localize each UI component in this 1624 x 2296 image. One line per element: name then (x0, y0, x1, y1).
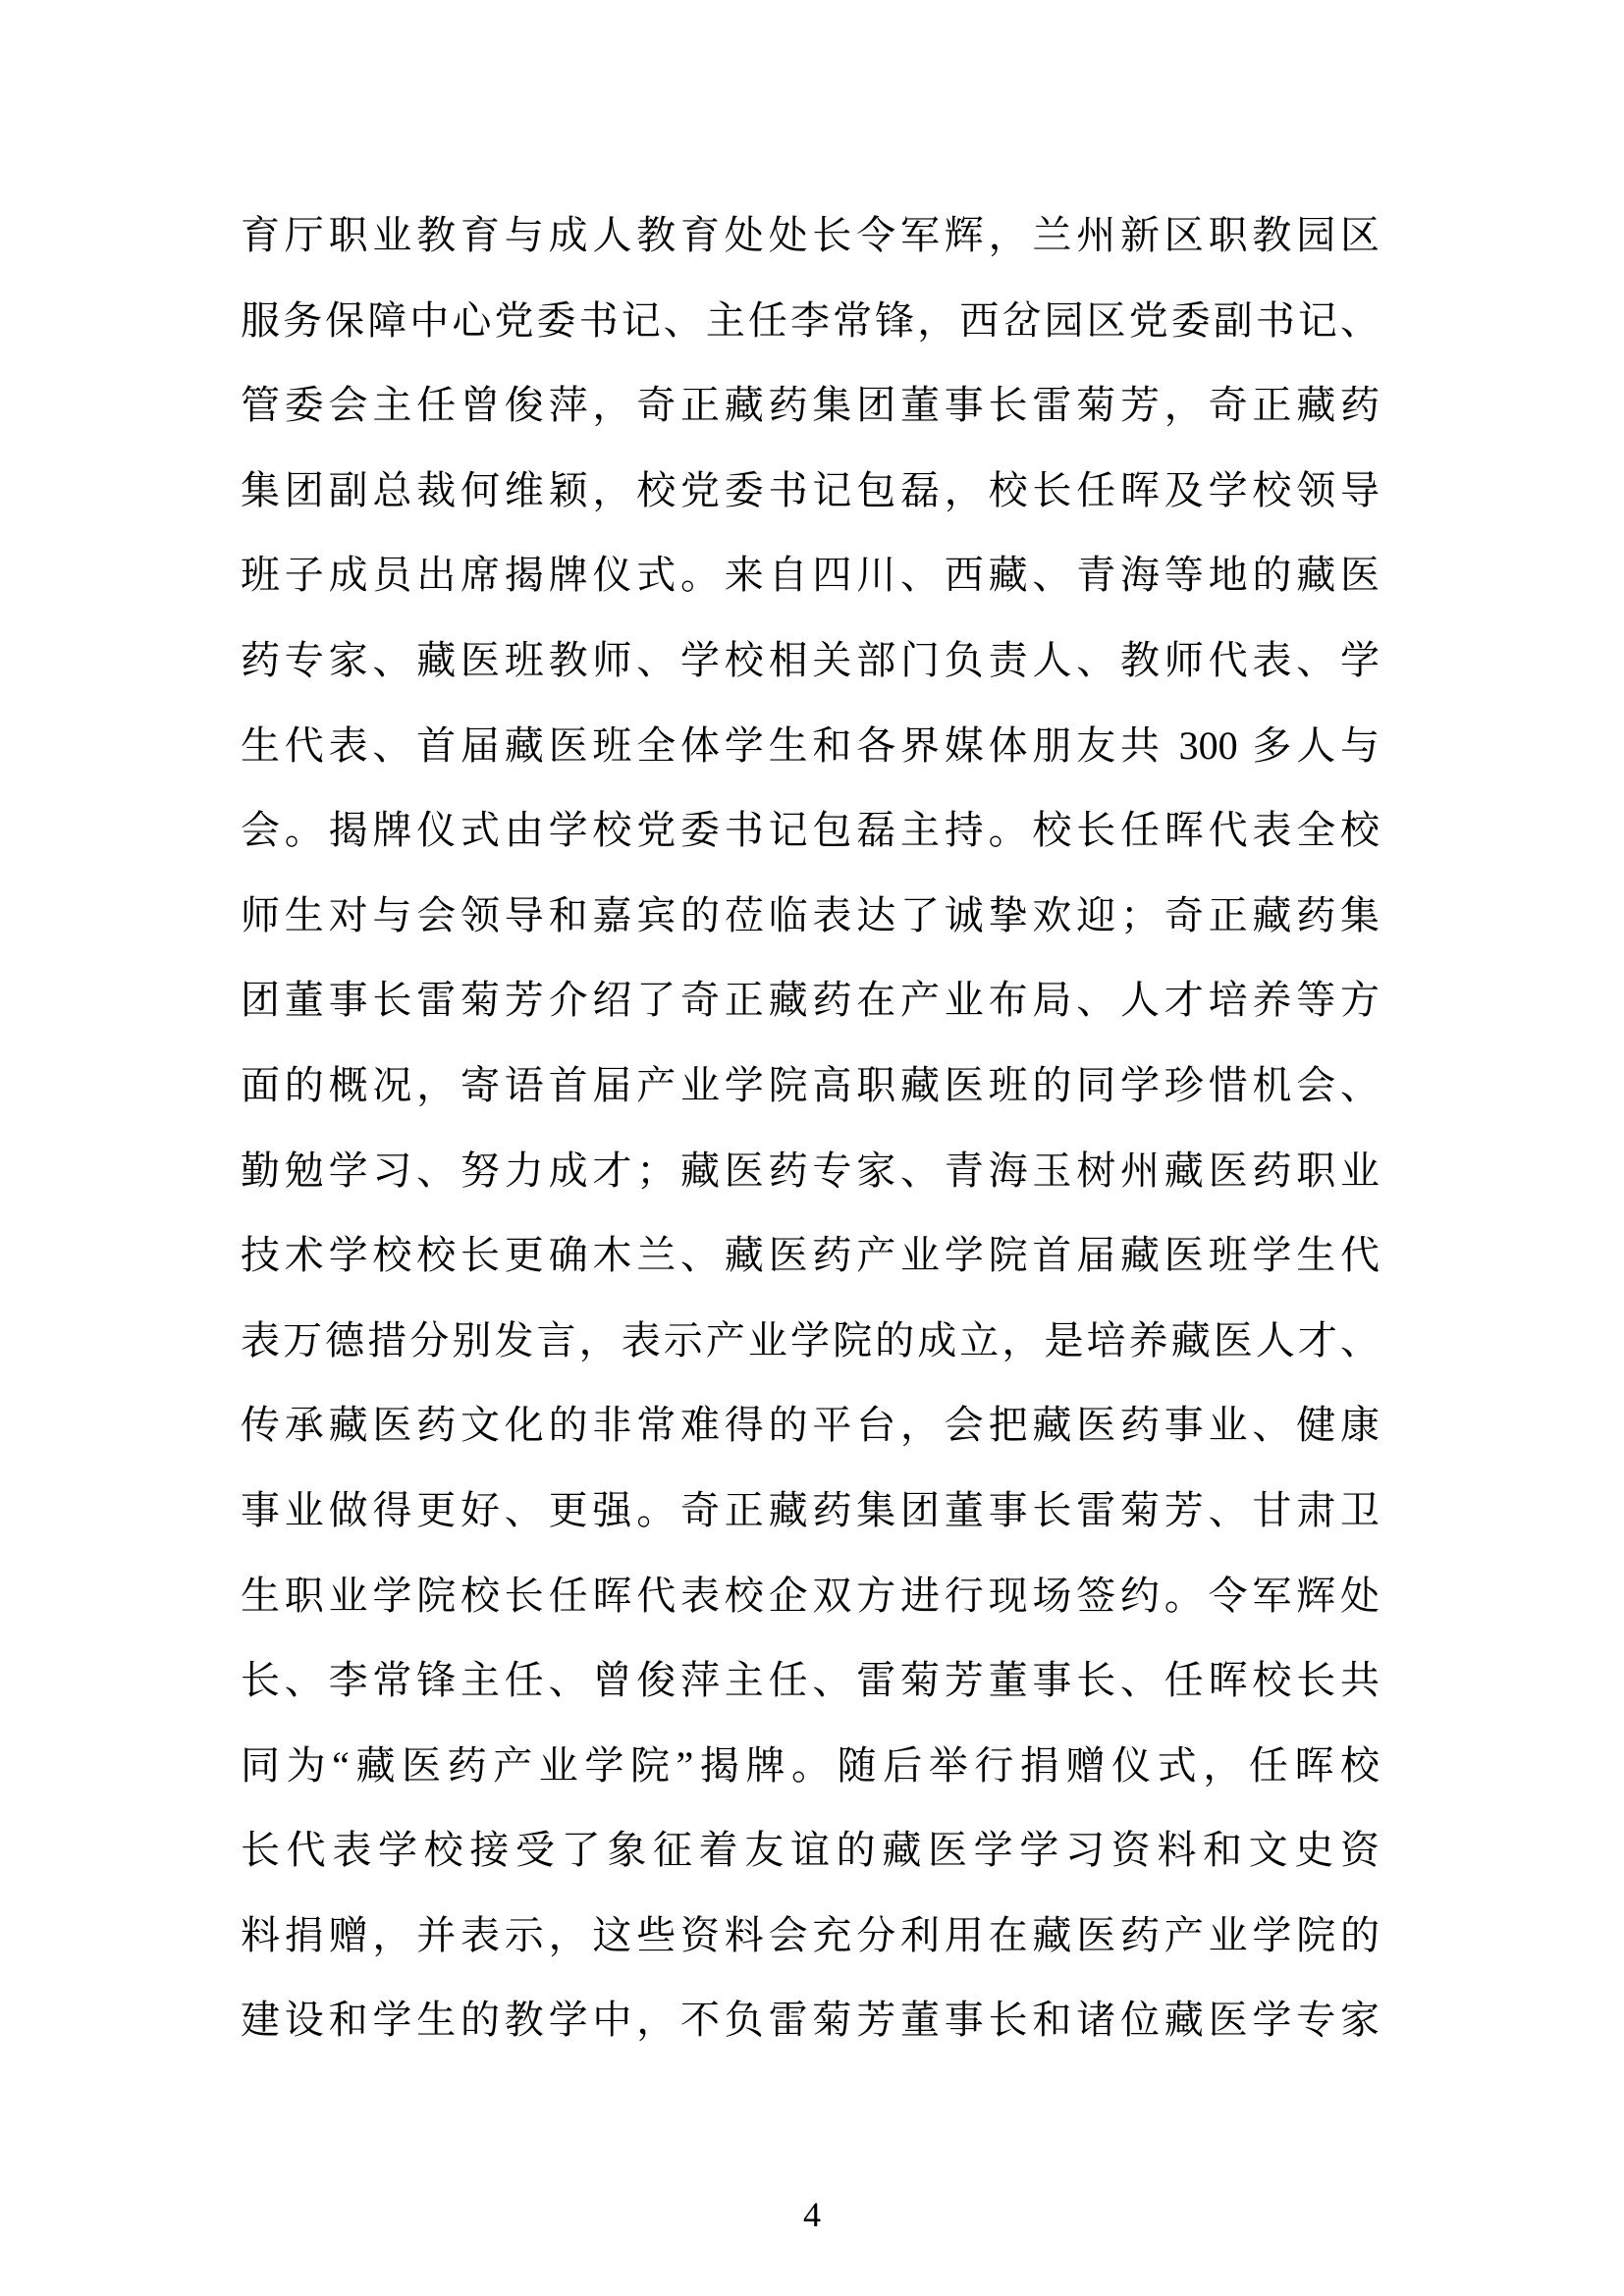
text-line: 面的概况，寄语首届产业学院高职藏医班的同学珍惜机会、 (241, 1062, 1380, 1107)
text-line: 药专家、藏医班教师、学校相关部门负责人、教师代表、学 (241, 637, 1380, 682)
text-line: 班子成员出席揭牌仪式。来自四川、西藏、青海等地的藏医 (241, 553, 1380, 598)
paragraph-body (241, 193, 1380, 2063)
text-line: 育厅职业教育与成人教育处处长令军辉，兰州新区职教园区 (241, 213, 1380, 257)
text-line: 勤勉学习、努力成才；藏医药专家、青海玉树州藏医药职业 (241, 1148, 1380, 1193)
text-line: 建设和学生的教学中，不负雷菊芳董事长和诸位藏医学专家 (241, 1998, 1380, 2043)
text-line: 生职业学院校长任晖代表校企双方进行现场签约。令军辉处 (241, 1573, 1380, 1618)
text-line: 会。揭牌仪式由学校党委书记包磊主持。校长任晖代表全校 (241, 808, 1380, 853)
text-line: 服务保障中心党委书记、主任李常锋，西岔园区党委副书记、 (241, 297, 1380, 343)
text-line: 料捐赠，并表示，这些资料会充分利用在藏医药产业学院的 (241, 1912, 1380, 1957)
page-number: 4 (803, 2195, 821, 2234)
text-line: 同为“藏医药产业学院”揭牌。随后举行捐赠仪式，任晖校 (241, 1742, 1380, 1788)
text-line: 技术学校校长更确木兰、藏医药产业学院首届藏医班学生代 (241, 1233, 1380, 1278)
text-line: 长、李常锋主任、曾俊萍主任、雷菊芳董事长、任晖校长共 (241, 1658, 1380, 1703)
text-line: 集团副总裁何维颖，校党委书记包磊，校长任晖及学校领导 (241, 467, 1380, 512)
page-footer (0, 2193, 1624, 2236)
text-line: 传承藏医药文化的非常难得的平台，会把藏医药事业、健康 (241, 1403, 1380, 1448)
text-line: 师生对与会领导和嘉宾的莅临表达了诚挚欢迎；奇正藏药集 (241, 892, 1380, 937)
text-line: 生代表、首届藏医班全体学生和各界媒体朋友共 300 多人与 (241, 722, 1380, 768)
text-line: 团董事长雷菊芳介绍了奇正藏药在产业布局、人才培养等方 (241, 978, 1380, 1023)
text-line: 长代表学校接受了象征着友谊的藏医学学习资料和文史资 (241, 1828, 1380, 1873)
text-line: 事业做得更好、更强。奇正藏药集团董事长雷菊芳、甘肃卫 (241, 1487, 1380, 1532)
text-line: 表万德措分别发言，表示产业学院的成立，是培养藏医人才、 (241, 1317, 1380, 1362)
text-line: 管委会主任曾俊萍，奇正藏药集团董事长雷菊芳，奇正藏药 (241, 383, 1380, 428)
